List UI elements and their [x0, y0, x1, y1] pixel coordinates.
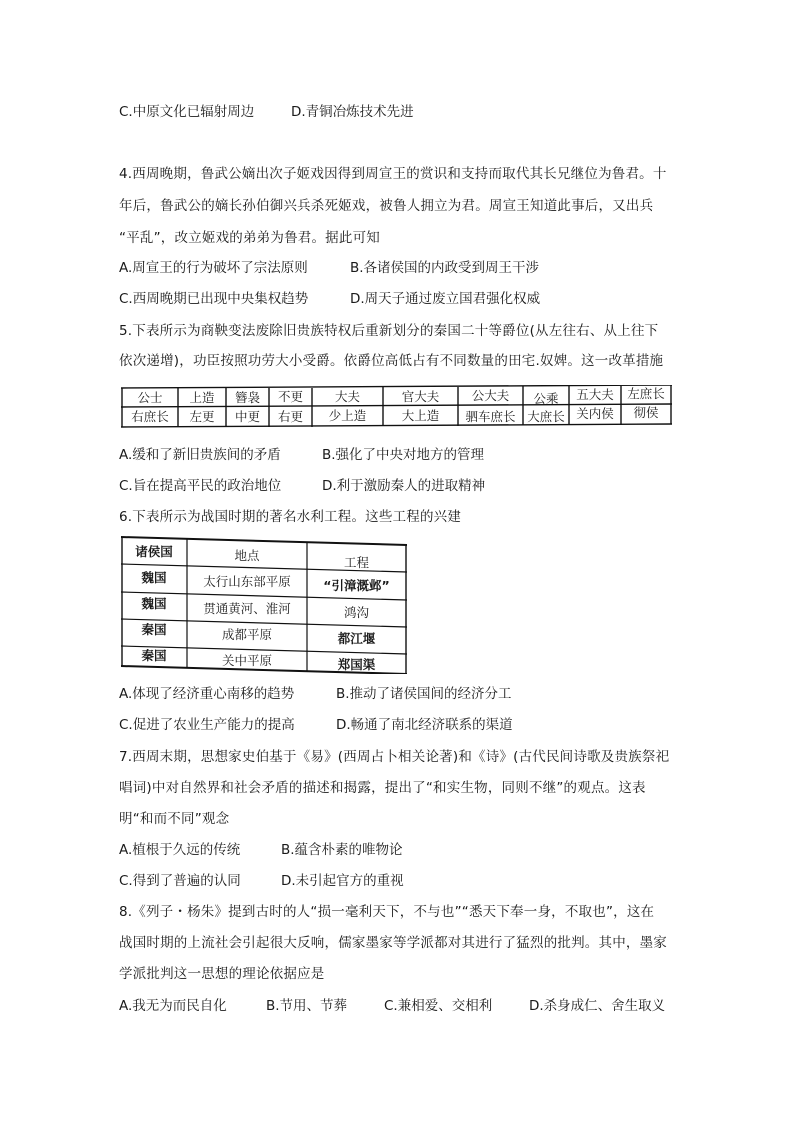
- q6-stem: 6.下表所示为战国时期的著名水利工程。这些工程的兴建: [119, 509, 462, 525]
- q5-stem-line-1: 5.下表所示为商鞅变法废除旧贵族特权后重新划分的秦国二十等爵位(从左往右、从上往下: [119, 323, 659, 339]
- waterworks-cell: “引漳溉邺”: [323, 578, 390, 593]
- q6-options-row-1: [119, 685, 512, 703]
- q4-stem-line-3: “平乱”，改立姬戏的弟弟为鲁君。据此可知: [119, 230, 380, 246]
- q4-option-c: C.西周晚期已出现中央集权趋势: [119, 291, 309, 307]
- q5-options-row-2: [119, 477, 485, 495]
- q7-option-b: B.蕴含朴素的唯物论: [281, 842, 403, 858]
- q5-option-d: D.利于激励秦人的进取精神: [322, 478, 486, 494]
- waterworks-cell: 太行山东部平原: [203, 574, 291, 589]
- waterworks-cell: 关中平原: [221, 653, 272, 668]
- waterworks-cell: 都江堰: [337, 631, 376, 646]
- q4-option-b: B.各诸侯国的内政受到周王干涉: [350, 260, 540, 276]
- q3-options: [119, 103, 414, 121]
- rank-cell: 右庶长: [131, 409, 169, 424]
- q6-option-b: B.推动了诸侯国间的经济分工: [336, 686, 512, 702]
- q4-options-row-1: [119, 259, 539, 277]
- rank-cell: 大上造: [401, 408, 440, 423]
- waterworks-cell: 贯通黄河、淮河: [203, 601, 291, 616]
- q7-stem-line-1: 7.西周末期，思想家史伯基于《易》(西周占卜相关论著)和《诗》(古代民间诗歌及贵族祭祀: [119, 749, 670, 765]
- q8-stem-line-1: 8.《列子・杨朱》提到古时的人“损一毫利天下，不与也”“悉天下奉一身，不取也”，这在: [119, 904, 655, 920]
- waterworks-table: [121, 536, 407, 674]
- q6-option-c: C.促进了农业生产能力的提高: [119, 717, 295, 733]
- rank-cell: 簪袅: [234, 390, 260, 405]
- waterworks-header: 地点: [234, 548, 260, 563]
- waterworks-cell: 魏国: [141, 596, 167, 611]
- rank-cell: 大夫: [334, 389, 360, 404]
- waterworks-cell: 秦国: [141, 648, 167, 663]
- q7-option-a: A.植根于久远的传统: [119, 842, 241, 858]
- q5-stem-line-2: 依次递增)，功臣按照功劳大小受爵。依爵位高低占有不同数量的田宅.奴婢。这一改革措施: [119, 353, 664, 369]
- q4-stem-line-2: 年后，鲁武公的嫡长孙伯御兴兵杀死姬戏，被鲁人拥立为君。周宣王知道此事后，又出兵: [119, 198, 654, 214]
- q7-stem-line-3: 明“和而不同”观念: [119, 811, 230, 827]
- q3-option-c: C.中原文化已辐射周边: [119, 104, 255, 120]
- rank-cell: 五大夫: [576, 387, 614, 402]
- rank-cell: 上造: [189, 390, 215, 405]
- q6-option-a: A.体现了经济重心南移的趋势: [119, 686, 295, 702]
- q8-stem-line-3: 学派批判这一思想的理论依据应是: [119, 966, 325, 982]
- waterworks-header: 工程: [343, 555, 369, 570]
- rank-cell: 驷车庶长: [465, 409, 516, 424]
- q6-options-row-2: [119, 716, 513, 734]
- rank-table: [121, 385, 672, 428]
- q7-options-row-2: [119, 872, 404, 890]
- rank-cell: 左庶长: [627, 386, 665, 401]
- rank-cell: 中更: [234, 409, 260, 424]
- q3-option-d: D.青铜冶炼技术先进: [291, 104, 414, 120]
- q5-option-c: C.旨在提高平民的政治地位: [119, 478, 282, 494]
- waterworks-header: 诸侯国: [135, 544, 173, 559]
- q5-option-b: B.强化了中央对地方的管理: [322, 447, 485, 463]
- waterworks-cell: 成都平原: [221, 627, 272, 642]
- rank-cell: 少上造: [328, 408, 367, 423]
- q5-options-row-1: [119, 446, 484, 464]
- q7-stem-line-2: 唱词)中对自然界和社会矛盾的描述和揭露，提出了“和实生物，同则不继”的观点。这表: [119, 780, 646, 796]
- q4-options-row-2: [119, 290, 540, 308]
- q8-options: [119, 997, 665, 1015]
- q8-stem-line-2: 战国时期的上流社会引起很大反响，儒家墨家等学派都对其进行了猛烈的批判。其中，墨家: [119, 935, 667, 951]
- waterworks-cell: 秦国: [141, 622, 167, 637]
- q8-option-a: A.我无为而民自化: [119, 998, 227, 1014]
- waterworks-cell: 魏国: [141, 570, 167, 585]
- q6-option-d: D.畅通了南北经济联系的渠道: [336, 717, 513, 733]
- q5-option-a: A.缓和了新旧贵族间的矛盾: [119, 447, 281, 463]
- q8-option-d: D.杀身成仁、舍生取义: [529, 998, 666, 1014]
- waterworks-cell: 郑国渠: [337, 657, 376, 672]
- rank-cell: 右更: [277, 409, 303, 424]
- q8-option-b: B.节用、节葬: [266, 998, 348, 1014]
- q7-options-row-1: [119, 841, 403, 859]
- q8-option-c: C.兼相爱、交相利: [384, 998, 493, 1014]
- rank-cell: 关内侯: [576, 406, 614, 421]
- rank-cell: 彻侯: [633, 405, 659, 420]
- rank-cell: 官大夫: [401, 389, 440, 404]
- q4-option-d: D.周天子通过废立国君强化权威: [350, 291, 541, 307]
- q4-stem-line-1: 4.西周晚期，鲁武公嫡出次子姬戏因得到周宣王的赏识和支持而取代其长兄继位为鲁君。十: [119, 166, 667, 182]
- rank-cell: 不更: [277, 389, 303, 404]
- rank-cell: 大庶长: [527, 409, 565, 424]
- q7-option-c: C.得到了普遍的认同: [119, 873, 241, 889]
- q4-option-a: A.周宣王的行为破坏了宗法原则: [119, 260, 308, 276]
- rank-cell: 左更: [189, 409, 215, 424]
- rank-cell: 公士: [137, 390, 163, 405]
- rank-cell: 公乘: [533, 391, 559, 406]
- rank-cell: 公大夫: [471, 388, 510, 403]
- waterworks-cell: 鸿沟: [343, 605, 369, 620]
- q7-option-d: D.未引起官方的重视: [281, 873, 404, 889]
